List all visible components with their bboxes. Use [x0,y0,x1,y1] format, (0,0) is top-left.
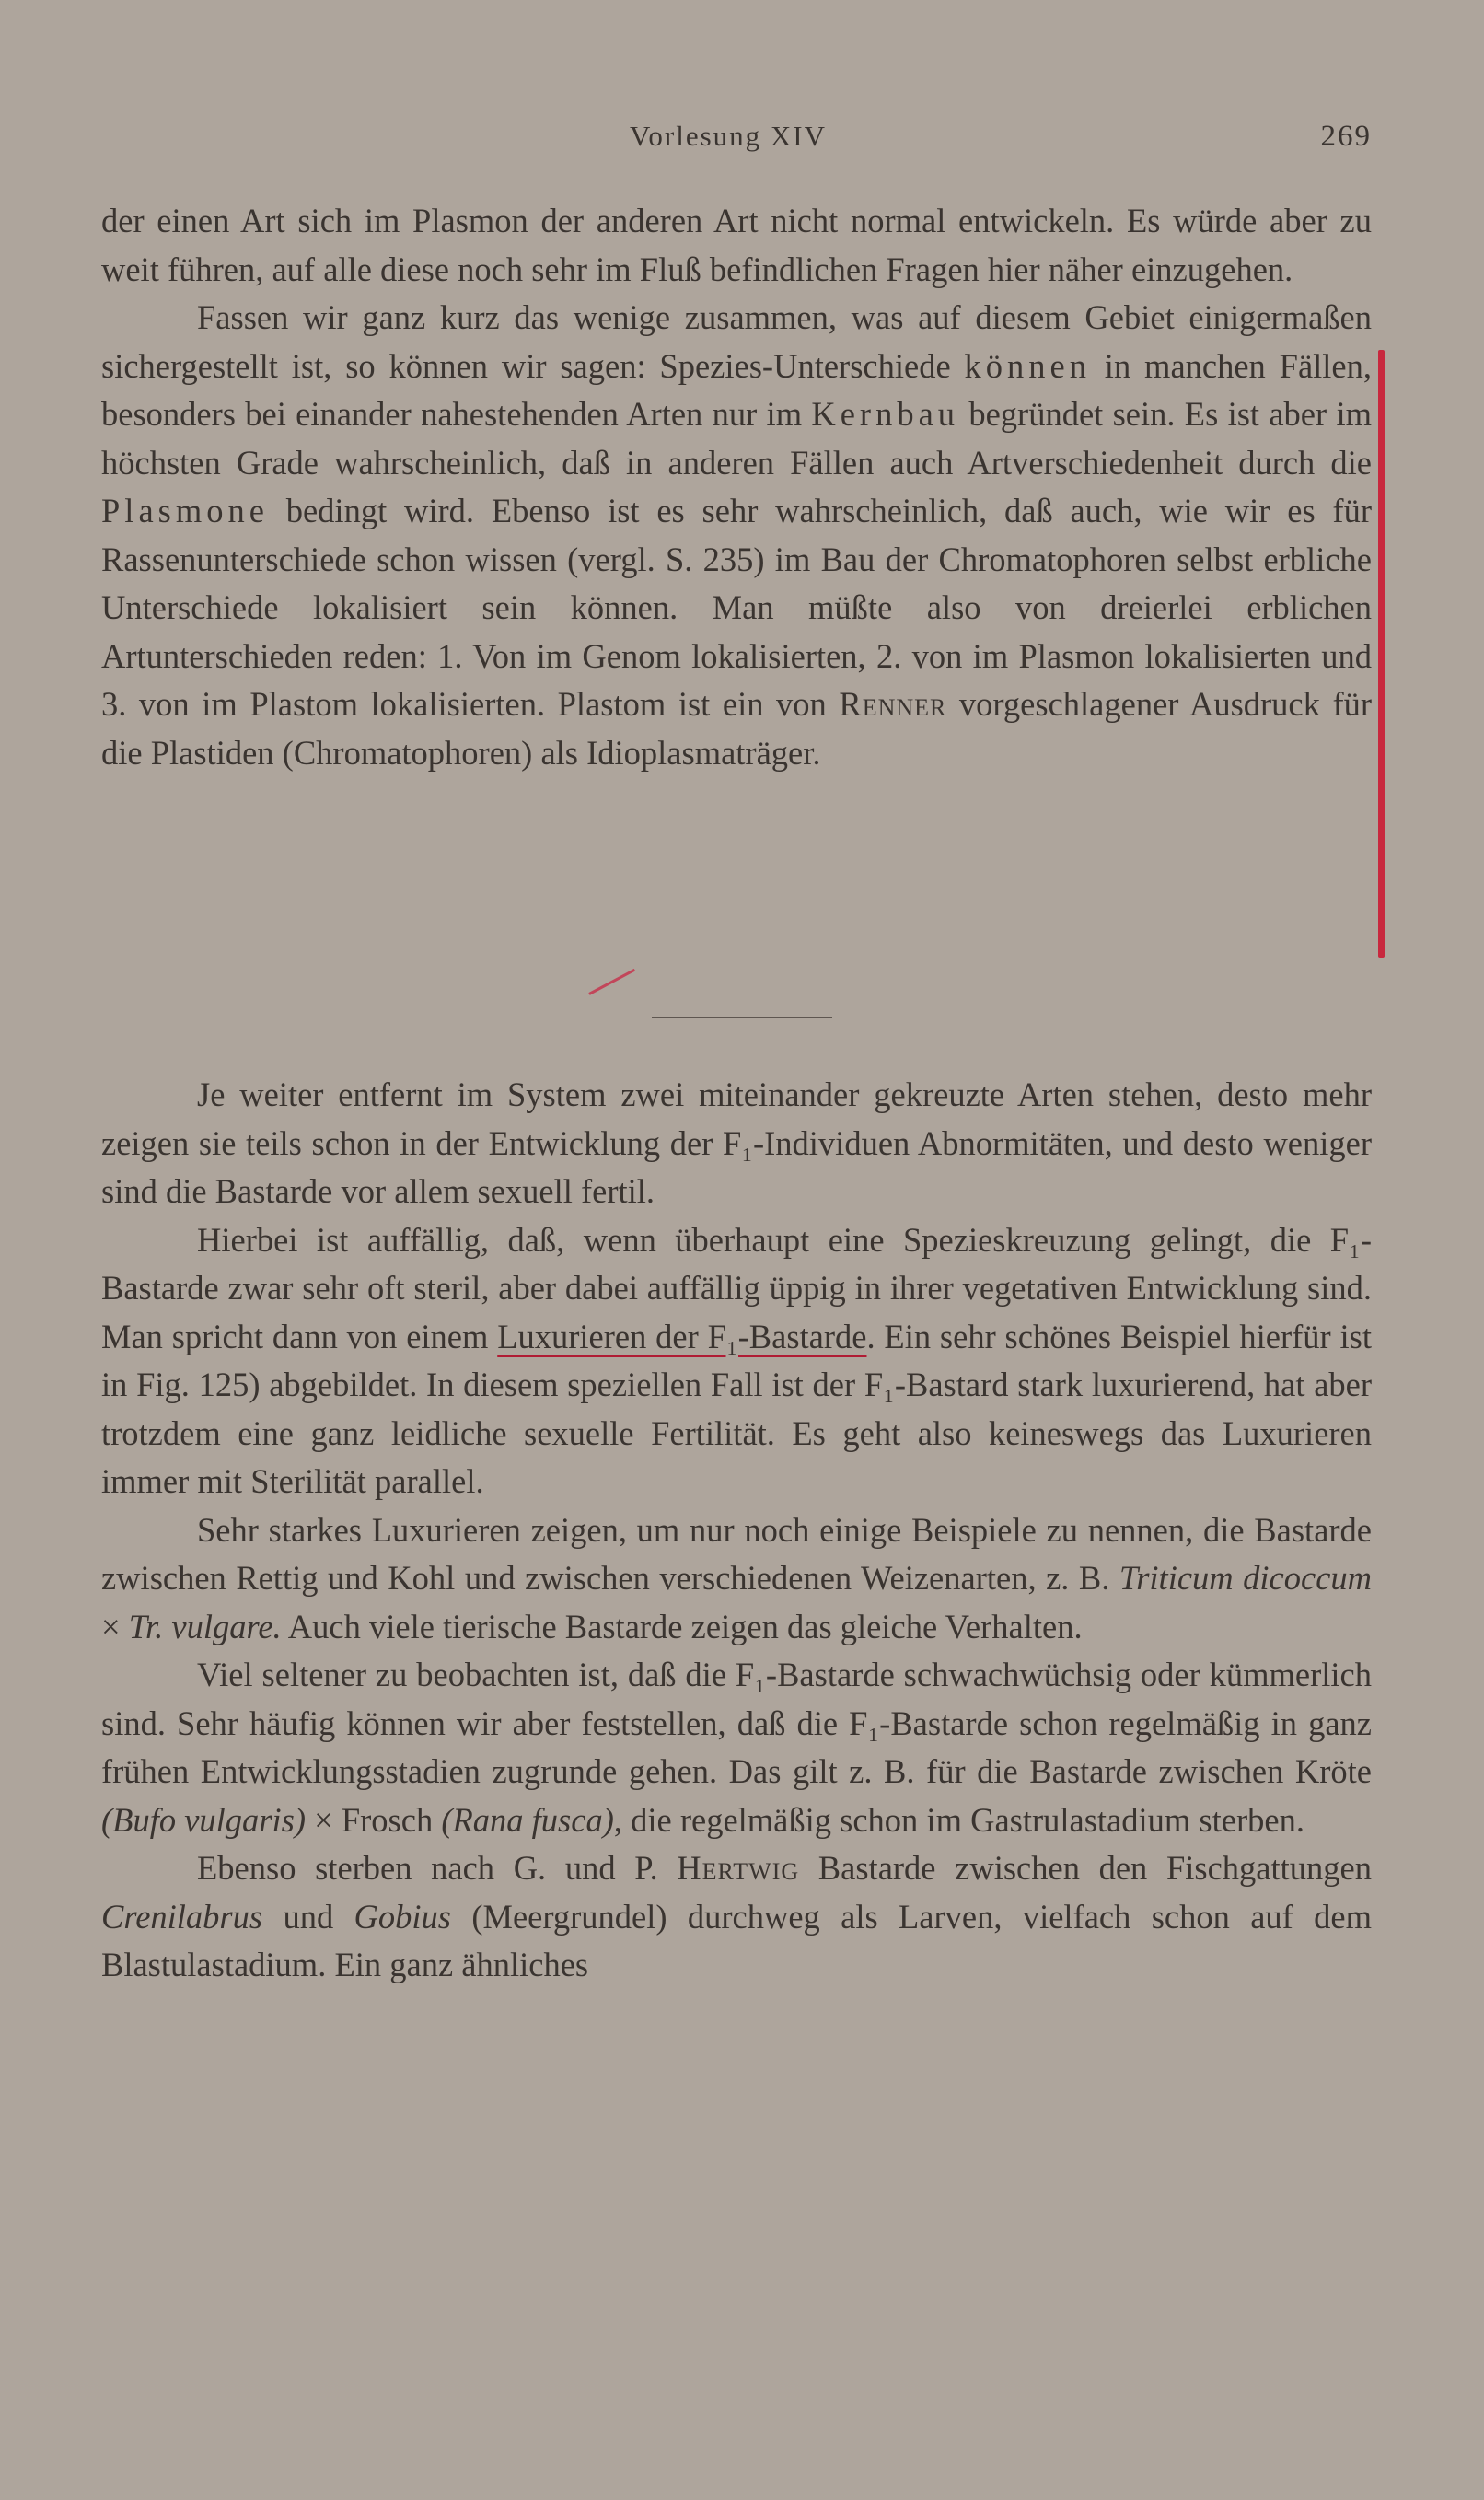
emphasis-spaced: Plasmone [101,492,269,529]
text-run: Ebenso sterben nach G. und P. [197,1849,678,1887]
text-run: × Frosch [306,1800,442,1839]
underlined-phrase: Luxurieren der F₁-Bastarde [497,1317,867,1355]
running-head-title: Vorlesung XIV [630,120,827,152]
text-run: begründet sein. Es ist aber im höchsten Grade wahrscheinlich, daß in anderen Fällen auch Artverschiedenheit durch die [101,395,1372,482]
section-divider [652,1017,832,1018]
paragraph-weak-growth [101,1651,1372,1844]
text-run: Viel seltener zu beobachten ist, daß die F₁-Bastarde schwachwüchsig oder kümmerlich sind. Sehr häufig können wir aber feststellen, daß die F₁-Bastarde schon regelmäßig in ganz frühen Entwicklungsstadien zugrunde gehen. Das gilt z. B. für die Bastarde zwischen Kröte [101,1656,1372,1790]
text-run: (Meergrundel) durchweg als Larven, vielfach schon auf dem Blastulastadium. Ein ganz ähnliches [101,1897,1373,1983]
text-run: . Ein sehr schönes Beispiel hierfür ist in Fig. 125) abgebildet. In diesem speziellen Fall ist der F₁-Bastard stark luxurierend, hat aber trotzdem eine ganz leidliche sexuelle Fertilität. Es geht also keineswegs das Luxurieren immer mit Sterilität parallel. [101,1317,1372,1500]
genus-name: Gobius [354,1897,452,1936]
text-run: Sehr starkes Luxurieren zeigen, um nur noch einige Beispiele zu nennen, die Bastarde zwischen Rettig und Kohl und zwischen verschiedenen Weizenarten, z. B. [101,1510,1372,1597]
species-name: Triticum dicoccum [1119,1559,1373,1597]
paragraph-summary [101,294,1372,777]
species-name: Tr. vulgare. [128,1607,282,1645]
paragraph-fish [101,1844,1372,1990]
running-head [101,120,1372,157]
text-run: Fassen wir ganz kurz das wenige zusammen, was auf diesem Gebiet einigermaßen sichergestellt ist, so können wir sagen: Spezies-Unterschiede [101,298,1372,385]
text-run: , die regelmäßig schon im Gastrulastadium sterben. [613,1800,1304,1839]
text-run: bedingt wird. Ebenso ist es sehr wahrscheinlich, daß auch, wie wir es für Rassenunterschiede schon wissen (vergl. S. 235) im Bau der Chromatophoren selbst erbliche Unterschiede lokalisiert sein können. Man müßte also von dreierlei erblichen Artunterschieden reden: 1. Von im Genom lokalisierten, 2. von im Plasmon lokalisierten und 3. von im Plastom lokalisierten. Plastom ist ein von [101,492,1372,723]
red-margin-mark [1378,350,1385,958]
text-run: vorgeschlagener Ausdruck für die Plastiden (Chromatophoren) als Idioplasmaträger. [101,685,1373,772]
paragraph-luxurieren [101,1216,1372,1506]
text-run: Bastarde zwischen den Fischgattungen [799,1849,1372,1887]
emphasis-spaced: können [964,346,1091,385]
text-run: und [262,1897,354,1936]
paragraph-abnormal: Je weiter entfernt im System zwei miteinander gekreuzte Arten stehen, desto mehr zeigen sie teils schon in der Entwicklung der F₁-Individuen Abnormitäten, und desto weniger sind die Bastarde vor allem sexuell fertil. [101,1076,1372,1210]
text-run: in manchen Fällen, besonders bei einander nahestehenden Arten nur im [101,346,1372,433]
text-run: Hierbei ist auffällig, daß, wenn überhaupt eine Spezieskreuzung gelingt, die F₁-Bastarde zwar sehr oft steril, aber dabei auffällig üppig in ihrer vegetativen Entwicklung sind. Man spricht dann von einem [101,1220,1372,1355]
paragraph-examples [101,1506,1372,1652]
pen-tick-mark [588,969,635,995]
paragraph-continuation: der einen Art sich im Plasmon der anderen Art nicht normal entwickeln. Es würde aber zu weit führen, auf alle diese noch sehr im Fluß befindlichen Fragen hier näher einzugehen. [101,202,1372,288]
text-run: Auch viele tierische Bastarde zeigen das gleiche Verhalten. [281,1607,1083,1645]
species-name: (Rana fusca) [441,1800,614,1839]
author-name: Renner [839,685,947,723]
page-number: 269 [1320,120,1372,153]
species-name: (Bufo vulgaris) [101,1800,307,1839]
text-block-top [101,197,1372,777]
emphasis-spaced: Kernbau [811,395,960,433]
text-block-bottom [101,1071,1372,1990]
cross-symbol: × [101,1607,129,1645]
author-name: Hertwig [677,1849,800,1887]
genus-name: Crenilabrus [101,1897,263,1936]
